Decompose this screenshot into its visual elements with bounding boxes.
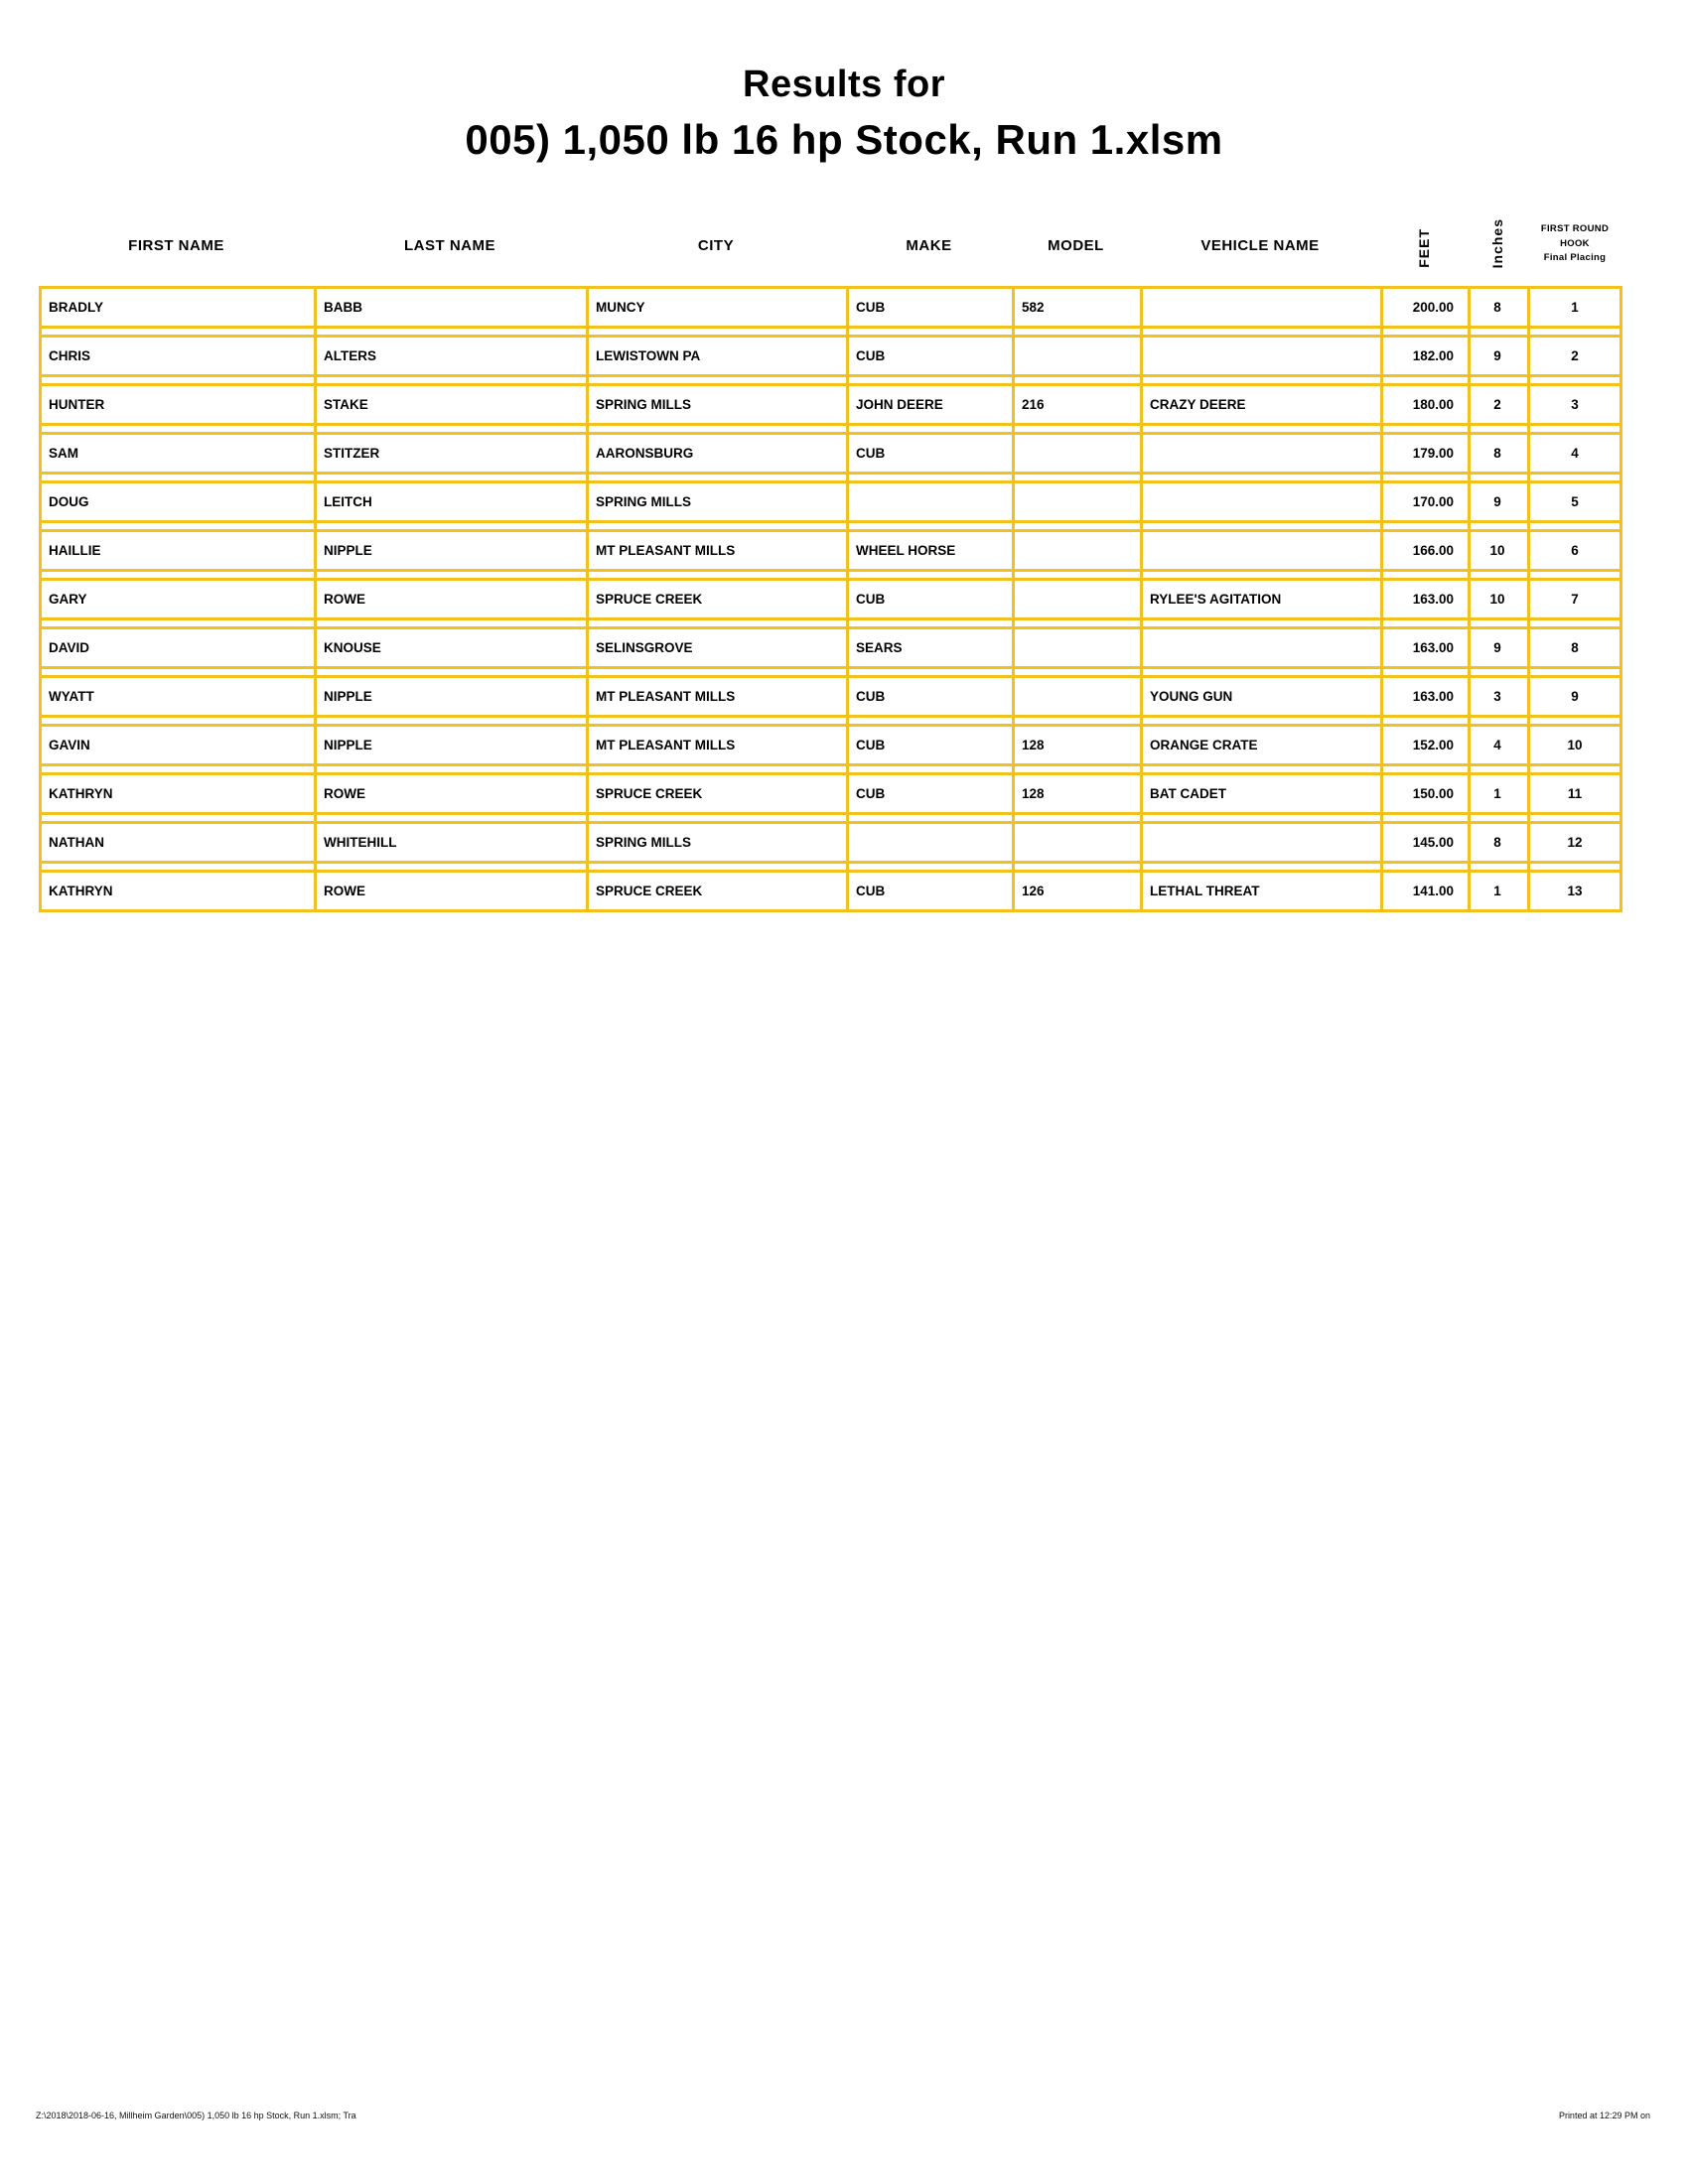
cell-last-name: ROWE <box>324 592 365 607</box>
cell-feet: 170.00 <box>1412 494 1454 509</box>
cell-last-name: NIPPLE <box>324 543 372 558</box>
cell-make: CUB <box>856 348 886 363</box>
cell-model <box>1012 678 1140 715</box>
cell-model: 216 <box>1022 397 1045 412</box>
cell-final-placing: 11 <box>1567 786 1583 801</box>
cell-final-placing: 6 <box>1571 543 1579 558</box>
cell-first-name: HUNTER <box>49 397 105 412</box>
cell-feet: 200.00 <box>1412 300 1454 315</box>
cell-inches: 1 <box>1493 884 1501 898</box>
cell-feet: 145.00 <box>1412 835 1454 850</box>
cell-make: CUB <box>856 786 886 801</box>
cell-make: CUB <box>856 446 886 461</box>
cell-inches: 3 <box>1493 689 1501 704</box>
cell-inches: 8 <box>1493 300 1501 315</box>
cell-city: AARONSBURG <box>596 446 694 461</box>
cell-make <box>846 483 1012 520</box>
cell-final-placing: 1 <box>1571 300 1579 315</box>
cell-last-name: ALTERS <box>324 348 376 363</box>
cell-last-name: NIPPLE <box>324 738 372 752</box>
results-table <box>39 286 1622 912</box>
cell-first-name: SAM <box>49 446 78 461</box>
header-last-name: LAST NAME <box>404 237 495 254</box>
table-row <box>39 675 1622 718</box>
table-header-row <box>39 185 1622 280</box>
table-row <box>39 578 1622 620</box>
cell-final-placing: 3 <box>1571 397 1579 412</box>
cell-make: CUB <box>856 300 886 315</box>
cell-city: SPRING MILLS <box>596 494 692 509</box>
cell-feet: 182.00 <box>1412 348 1454 363</box>
cell-make: CUB <box>856 689 886 704</box>
cell-inches: 4 <box>1493 738 1501 752</box>
footer-printed-timestamp: Printed at 12:29 PM on <box>1558 2111 1650 2120</box>
cell-final-placing: 2 <box>1571 348 1579 363</box>
cell-inches: 10 <box>1489 543 1505 558</box>
cell-feet: 150.00 <box>1412 786 1454 801</box>
cell-last-name: BABB <box>324 300 362 315</box>
cell-final-placing: 5 <box>1571 494 1579 509</box>
header-model: MODEL <box>1048 237 1104 254</box>
table-row <box>39 432 1622 475</box>
cell-last-name: LEITCH <box>324 494 372 509</box>
header-first-name: FIRST NAME <box>128 237 224 254</box>
table-row <box>39 286 1622 329</box>
header-first-round-hook <box>1527 222 1622 280</box>
table-row <box>39 821 1622 864</box>
cell-city: LEWISTOWN PA <box>596 348 701 363</box>
cell-feet: 152.00 <box>1412 738 1454 752</box>
cell-city: MT PLEASANT MILLS <box>596 689 736 704</box>
cell-vehicle-name <box>1140 824 1380 861</box>
cell-vehicle-name: CRAZY DEERE <box>1150 397 1246 412</box>
cell-make: CUB <box>856 738 886 752</box>
cell-vehicle-name <box>1140 289 1380 326</box>
cell-vehicle-name: RYLEE'S AGITATION <box>1150 592 1282 607</box>
cell-feet: 141.00 <box>1412 884 1454 898</box>
cell-first-name: NATHAN <box>49 835 104 850</box>
cell-first-name: HAILLIE <box>49 543 101 558</box>
cell-final-placing: 4 <box>1571 446 1579 461</box>
cell-make <box>846 824 1012 861</box>
cell-first-name: KATHRYN <box>49 884 113 898</box>
cell-final-placing: 7 <box>1571 592 1579 607</box>
cell-make: CUB <box>856 592 886 607</box>
cell-vehicle-name: YOUNG GUN <box>1150 689 1233 704</box>
cell-vehicle-name <box>1140 338 1380 374</box>
cell-inches: 9 <box>1493 348 1501 363</box>
cell-make: WHEEL HORSE <box>856 543 956 558</box>
cell-model: 128 <box>1022 786 1045 801</box>
cell-model <box>1012 338 1140 374</box>
table-row <box>39 529 1622 572</box>
cell-first-name: KATHRYN <box>49 786 113 801</box>
cell-city: MUNCY <box>596 300 645 315</box>
table-row <box>39 772 1622 815</box>
cell-vehicle-name: LETHAL THREAT <box>1150 884 1260 898</box>
cell-city: SELINSGROVE <box>596 640 693 655</box>
cell-final-placing: 10 <box>1567 738 1583 752</box>
cell-make: SEARS <box>856 640 903 655</box>
cell-model: 582 <box>1022 300 1045 315</box>
cell-first-name: CHRIS <box>49 348 91 363</box>
table-row <box>39 724 1622 766</box>
cell-feet: 163.00 <box>1412 689 1454 704</box>
cell-model <box>1012 629 1140 666</box>
cell-first-name: GAVIN <box>49 738 90 752</box>
header-vehicle-name: VEHICLE NAME <box>1200 237 1320 254</box>
table-rows-container <box>39 286 1622 912</box>
cell-inches: 8 <box>1493 835 1501 850</box>
footer-file-path: Z:\2018\2018-06-16, Millheim Garden\005) 1,050 lb 16 hp Stock, Run 1.xlsm; Tra <box>36 2111 356 2120</box>
cell-final-placing: 12 <box>1567 835 1583 850</box>
cell-feet: 163.00 <box>1412 592 1454 607</box>
cell-city: SPRING MILLS <box>596 397 692 412</box>
cell-inches: 9 <box>1493 494 1501 509</box>
cell-first-name: DOUG <box>49 494 89 509</box>
cell-feet: 179.00 <box>1412 446 1454 461</box>
cell-final-placing: 9 <box>1571 689 1579 704</box>
cell-vehicle-name: BAT CADET <box>1150 786 1226 801</box>
cell-inches: 2 <box>1493 397 1501 412</box>
cell-feet: 166.00 <box>1412 543 1454 558</box>
header-hook-line2: HOOK <box>1560 237 1590 249</box>
cell-model: 128 <box>1022 738 1045 752</box>
cell-model: 126 <box>1022 884 1045 898</box>
cell-last-name: NIPPLE <box>324 689 372 704</box>
table-row <box>39 383 1622 426</box>
cell-city: SPRUCE CREEK <box>596 592 703 607</box>
cell-final-placing: 13 <box>1567 884 1583 898</box>
cell-inches: 9 <box>1493 640 1501 655</box>
cell-model <box>1012 435 1140 472</box>
report-title-block <box>0 0 1688 164</box>
cell-vehicle-name <box>1140 435 1380 472</box>
cell-last-name: STAKE <box>324 397 368 412</box>
table-row <box>39 480 1622 523</box>
cell-model <box>1012 824 1140 861</box>
cell-city: SPRUCE CREEK <box>596 786 703 801</box>
page-title: Results for <box>743 64 945 105</box>
cell-inches: 8 <box>1493 446 1501 461</box>
header-inches-label: Inches <box>1489 217 1505 268</box>
cell-model <box>1012 532 1140 569</box>
header-hook-line3: Final Placing <box>1543 252 1607 264</box>
cell-vehicle-name <box>1140 483 1380 520</box>
cell-city: MT PLEASANT MILLS <box>596 738 736 752</box>
table-row <box>39 870 1622 912</box>
cell-last-name: ROWE <box>324 786 365 801</box>
cell-first-name: DAVID <box>49 640 90 655</box>
page-subtitle-filename: 005) 1,050 lb 16 hp Stock, Run 1.xlsm <box>465 116 1223 163</box>
header-inches <box>1468 218 1527 280</box>
cell-vehicle-name <box>1140 629 1380 666</box>
cell-first-name: GARY <box>49 592 87 607</box>
cell-make: JOHN DEERE <box>856 397 943 412</box>
cell-vehicle-name: ORANGE CRATE <box>1150 738 1258 752</box>
header-feet <box>1380 228 1468 280</box>
cell-last-name: WHITEHILL <box>324 835 397 850</box>
cell-first-name: WYATT <box>49 689 94 704</box>
cell-last-name: KNOUSE <box>324 640 381 655</box>
cell-last-name: ROWE <box>324 884 365 898</box>
cell-inches: 10 <box>1489 592 1505 607</box>
table-row <box>39 626 1622 669</box>
cell-city: SPRUCE CREEK <box>596 884 703 898</box>
cell-feet: 163.00 <box>1412 640 1454 655</box>
cell-feet: 180.00 <box>1412 397 1454 412</box>
table-row <box>39 335 1622 377</box>
cell-last-name: STITZER <box>324 446 380 461</box>
cell-final-placing: 8 <box>1571 640 1579 655</box>
cell-city: MT PLEASANT MILLS <box>596 543 736 558</box>
header-feet-label: FEET <box>1416 228 1432 268</box>
header-hook-line1: FIRST ROUND <box>1540 222 1610 234</box>
cell-vehicle-name <box>1140 532 1380 569</box>
cell-inches: 1 <box>1493 786 1501 801</box>
header-city: CITY <box>697 237 735 254</box>
results-sheet <box>39 185 1622 918</box>
cell-model <box>1012 483 1140 520</box>
cell-make: CUB <box>856 884 886 898</box>
header-make: MAKE <box>906 237 952 254</box>
cell-first-name: BRADLY <box>49 300 104 315</box>
cell-model <box>1012 581 1140 617</box>
cell-city: SPRING MILLS <box>596 835 692 850</box>
